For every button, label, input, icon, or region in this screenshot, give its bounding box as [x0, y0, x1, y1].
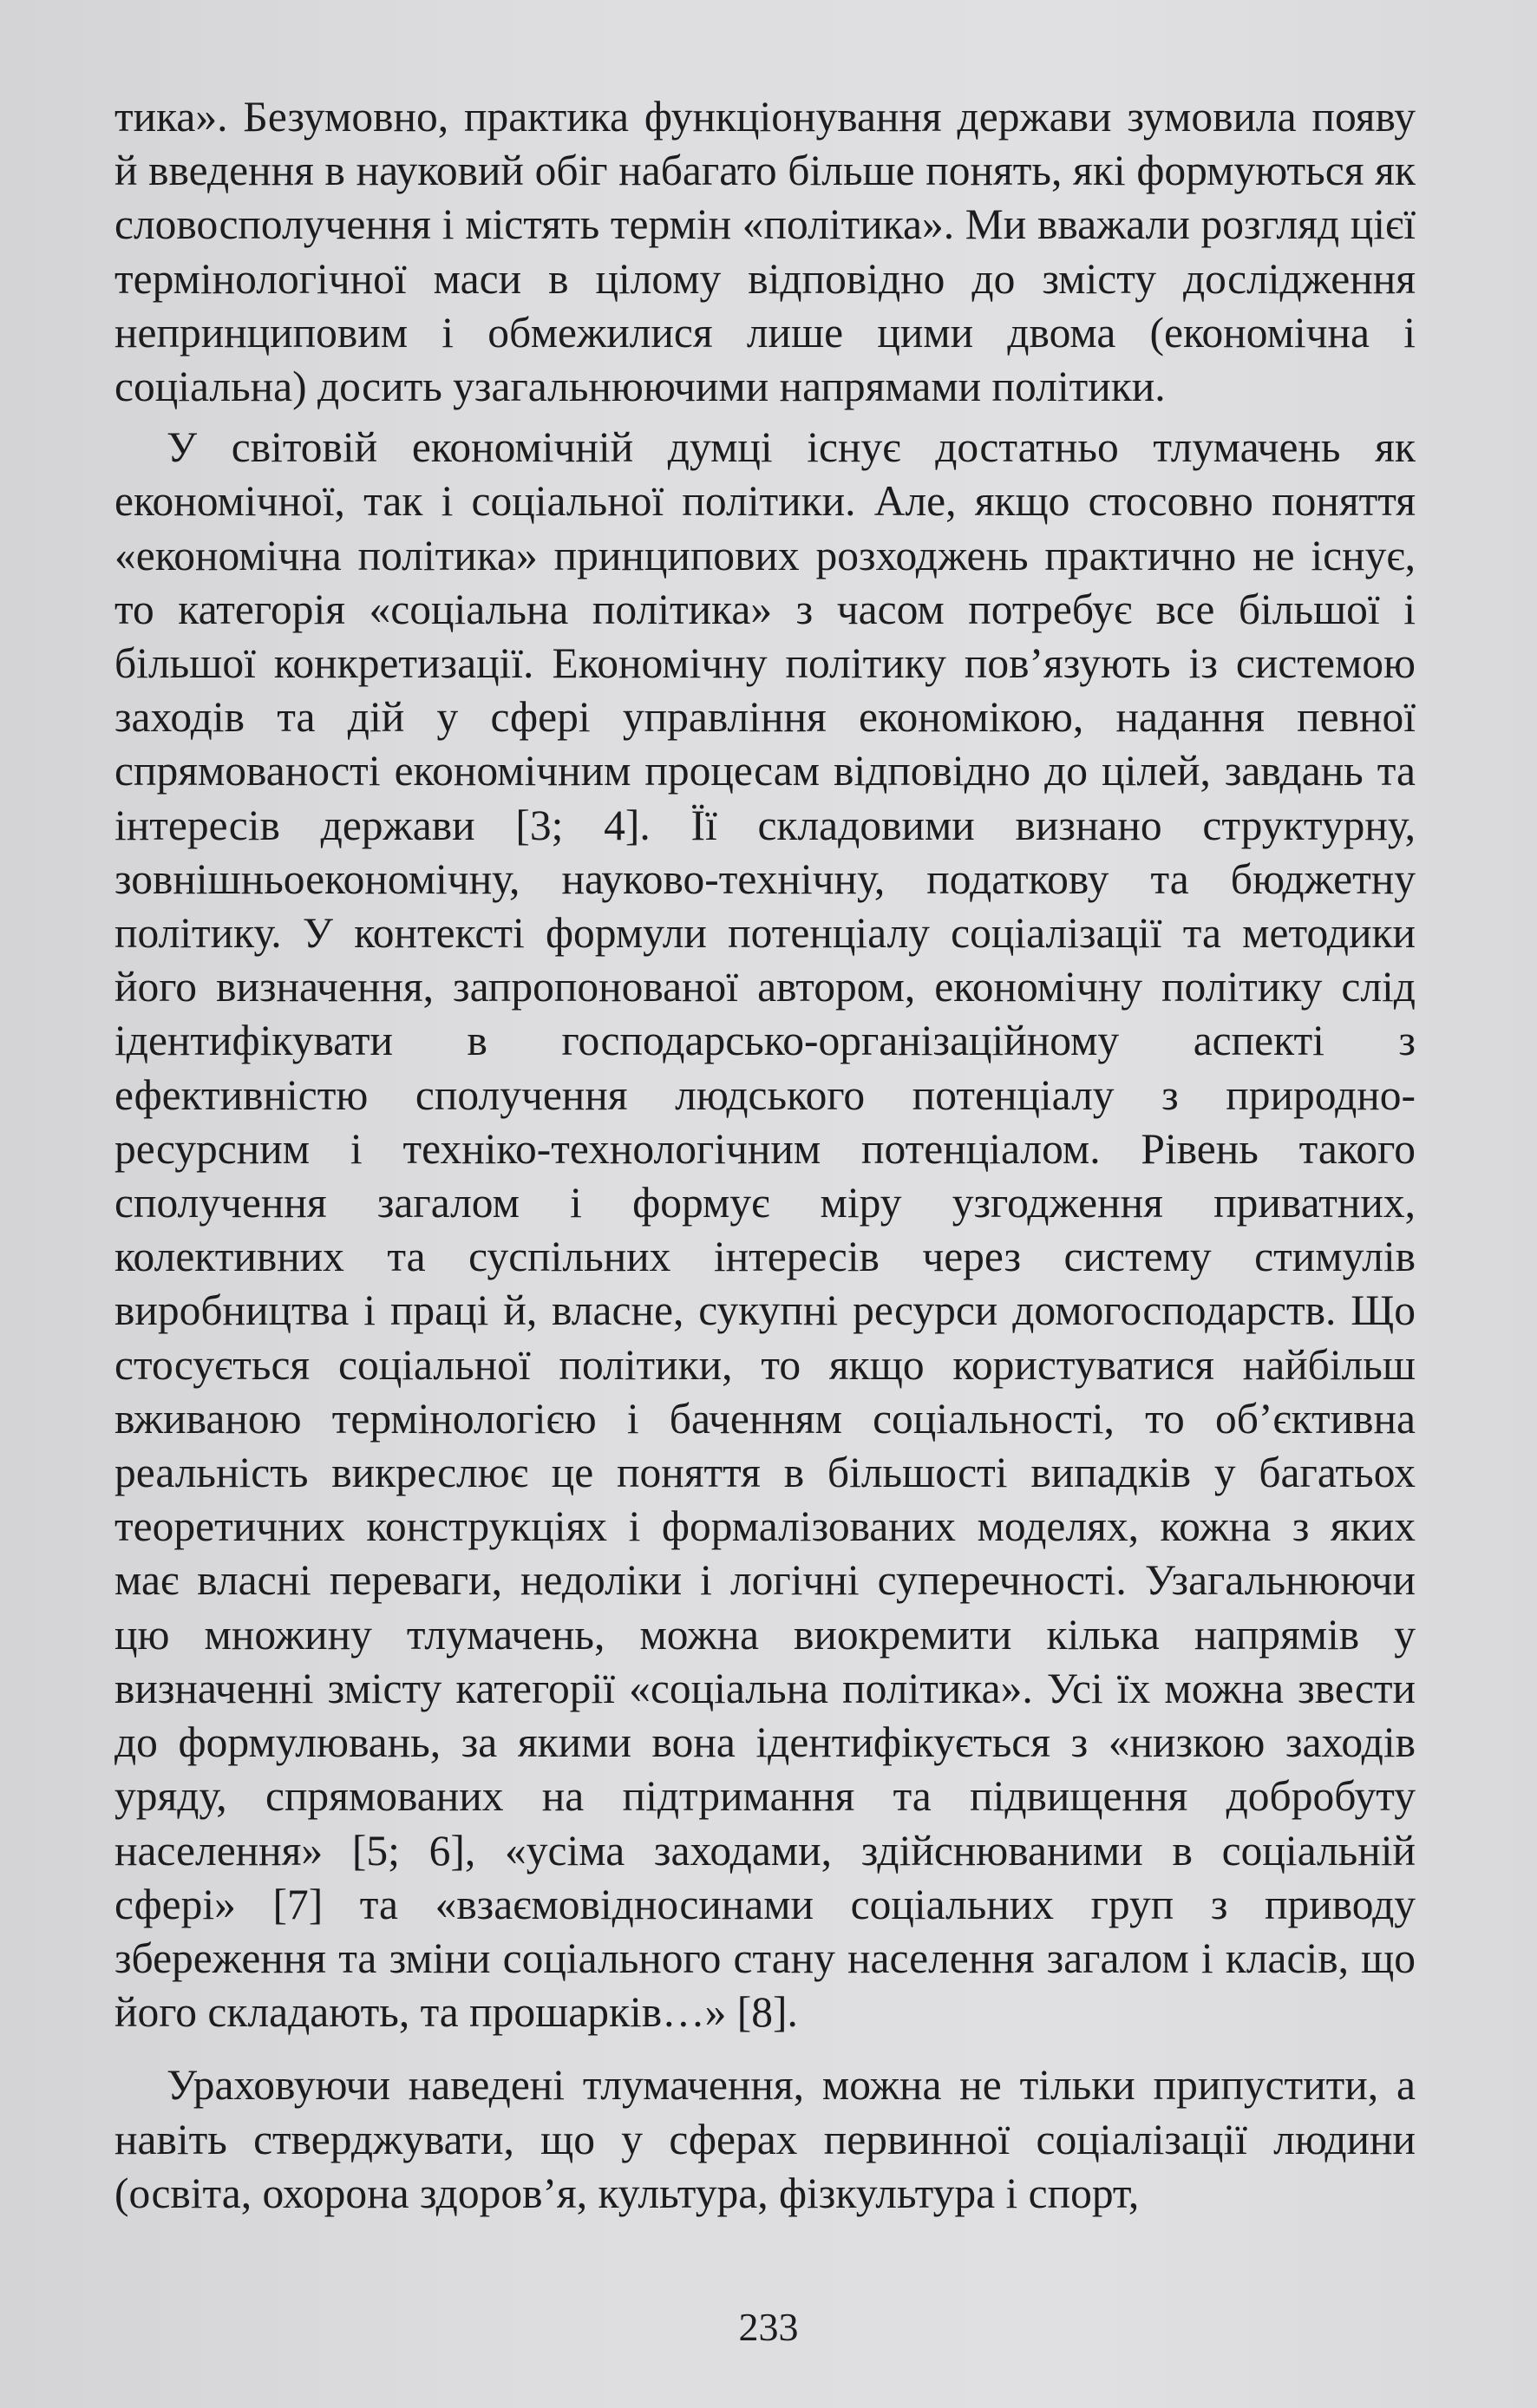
paragraph-2: У світовій економічній думці існує достатньо тлумачень як економічної, так і соціальної політики. Але, якщо стосовно поняття «економічна політика» принципових розходжень практично не існує, то категорія «соціальна політика» з часом потребує все більшої і більшої конкретизації. Економічну політику пов’язують із системою заходів та дій у сфері управління економікою, надання певної спрямованості економічним процесам відповідно до цілей, завдань та інтересів держави [3; 4]. Її складовими визнано структурну, зовнішньоекономічну, науково-технічну, податкову та бюджетну політику. У контексті формули потенціалу соціалізації та методики його визначення, запропонованої автором, економічну політику слід ідентифікувати в господарсько-організаційному аспекті з ефективністю сполучення людського потенціалу з природно-ресурсним і техніко-технологічним потенціалом. Рівень такого сполучення загалом і формує міру узгодження приватних, колективних та суспільних інтересів через систему стимулів виробництва і праці й, власне, сукупні ресурси домогосподарств. Що стосується соціальної політики, то якщо користуватися найбільш вживаною термінологією і баченням соціальності, то об’єктивна реальність викреслює це поняття в більшості випадків у багатьох теоретичних конструкціях і формалізованих моделях, кожна з яких має власні переваги, недоліки і логічні суперечності. Узагальнюючи цю множину тлумачень, можна виокремити кілька напрямів у визначенні змісту категорії «соціальна політика». Усі їх можна звести до формулювань, за якими вона ідентифікується з «низкою заходів уряду, спрямованих на підтримання та підвищення добробуту населення» [5; 6], «усіма заходами, здійснюваними в соціальній сфері» [7] та «взаємовідносинами соціальних груп з приводу збереження та зміни соціального стану населення загалом і класів, що його складають, та прошарків…» [8]. [114, 423, 1416, 2037]
body-text [114, 90, 1416, 2221]
page-number: 233 [738, 2305, 799, 2349]
paragraph-1: тика». Безумовно, практика функціонування держави зумовила появу й введення в науковий обіг набагато більше понять, які формуються як словосполучення і містять термін «політика». Ми вважали розгляд цієї термінологічної маси в цілому відповідно до змісту дослідження непринциповим і обмежилися лише цими двома (економічна і соціальна) досить узагальнюючими напрямами політики. [114, 93, 1416, 411]
paragraph-3: Ураховуючи наведені тлумачення, можна не тільки припустити, а навіть стверджувати, що у сферах первинної соціалізації людини (освіта, охорона здоров’я, культура, фізкультура і спорт, [114, 2061, 1416, 2217]
